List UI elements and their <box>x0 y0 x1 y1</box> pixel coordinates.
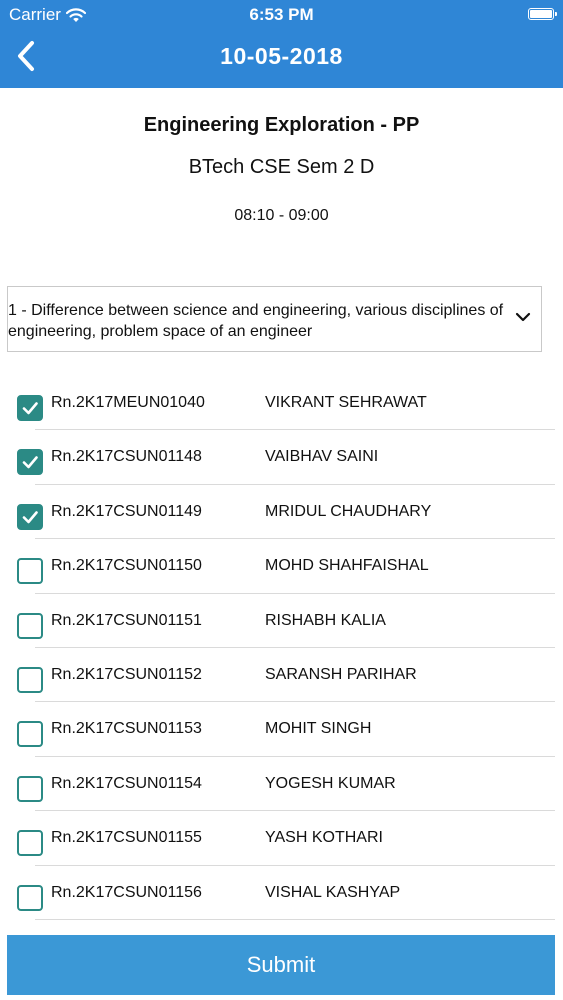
student-row[interactable] <box>0 648 563 702</box>
checkmark-icon <box>22 509 38 525</box>
student-name: MOHIT SINGH <box>265 720 372 738</box>
attendance-checkbox[interactable] <box>17 776 43 802</box>
roll-number: Rn.2K17CSUN01155 <box>51 829 202 847</box>
student-name: YASH KOTHARI <box>265 829 383 847</box>
attendance-checkbox[interactable] <box>17 830 43 856</box>
student-name: VISHAL KASHYAP <box>265 883 401 901</box>
student-name: VAIBHAV SAINI <box>265 448 379 466</box>
student-row[interactable] <box>0 757 563 811</box>
top-bar <box>0 0 563 88</box>
chevron-down-icon <box>515 309 531 325</box>
status-time: 6:53 PM <box>249 5 314 24</box>
student-row[interactable] <box>0 430 563 484</box>
attendance-checkbox[interactable] <box>17 613 43 639</box>
student-row[interactable] <box>0 485 563 539</box>
checkmark-icon <box>22 400 38 416</box>
roll-number: Rn.2K17CSUN01148 <box>51 448 202 466</box>
student-row[interactable] <box>0 811 563 865</box>
attendance-checkbox[interactable] <box>17 885 43 911</box>
roll-number: Rn.2K17MEUN01040 <box>51 394 205 411</box>
attendance-checkbox[interactable] <box>17 558 43 584</box>
student-name: MOHD SHAHFAISHAL <box>265 557 429 575</box>
page-title: 10-05-2018 <box>220 43 343 69</box>
student-name: RISHABH KALIA <box>265 611 386 629</box>
topic-dropdown[interactable] <box>7 286 542 352</box>
roll-number: Rn.2K17CSUN01152 <box>51 665 202 683</box>
student-name: VIKRANT SEHRAWAT <box>265 394 427 411</box>
row-divider <box>35 919 555 920</box>
roll-number: Rn.2K17CSUN01153 <box>51 720 202 738</box>
attendance-checkbox[interactable] <box>17 667 43 693</box>
attendance-checkbox[interactable] <box>17 721 43 747</box>
carrier-label: Carrier <box>9 5 61 24</box>
student-name: MRIDUL CHAUDHARY <box>265 502 432 520</box>
student-row[interactable] <box>0 594 563 648</box>
roll-number: Rn.2K17CSUN01150 <box>51 557 202 575</box>
nav-bar <box>0 30 563 88</box>
roll-number: Rn.2K17CSUN01154 <box>51 774 202 792</box>
student-row[interactable] <box>0 376 563 430</box>
student-row[interactable] <box>0 539 563 593</box>
checkmark-icon <box>22 454 38 470</box>
submit-button[interactable]: Submit <box>7 935 555 995</box>
student-row[interactable] <box>0 866 563 920</box>
attendance-checkbox[interactable] <box>17 504 43 530</box>
status-bar <box>0 0 563 30</box>
time-slot: 08:10 - 09:00 <box>234 207 329 224</box>
class-name: BTech CSE Sem 2 D <box>188 156 375 178</box>
student-name: SARANSH PARIHAR <box>265 665 417 683</box>
roll-number: Rn.2K17CSUN01151 <box>51 611 202 629</box>
student-list <box>0 376 563 920</box>
topic-selected-value: 1 - Difference between science and engineering, various disciplines of engineering, problem space of an engineer <box>8 302 504 340</box>
course-title: Engineering Exploration - PP <box>143 114 420 136</box>
battery-icon <box>528 8 554 20</box>
roll-number: Rn.2K17CSUN01149 <box>51 502 202 520</box>
student-row[interactable] <box>0 702 563 756</box>
roll-number: Rn.2K17CSUN01156 <box>51 883 202 901</box>
student-name: YOGESH KUMAR <box>265 774 396 792</box>
attendance-checkbox[interactable] <box>17 395 43 421</box>
attendance-checkbox[interactable] <box>17 449 43 475</box>
